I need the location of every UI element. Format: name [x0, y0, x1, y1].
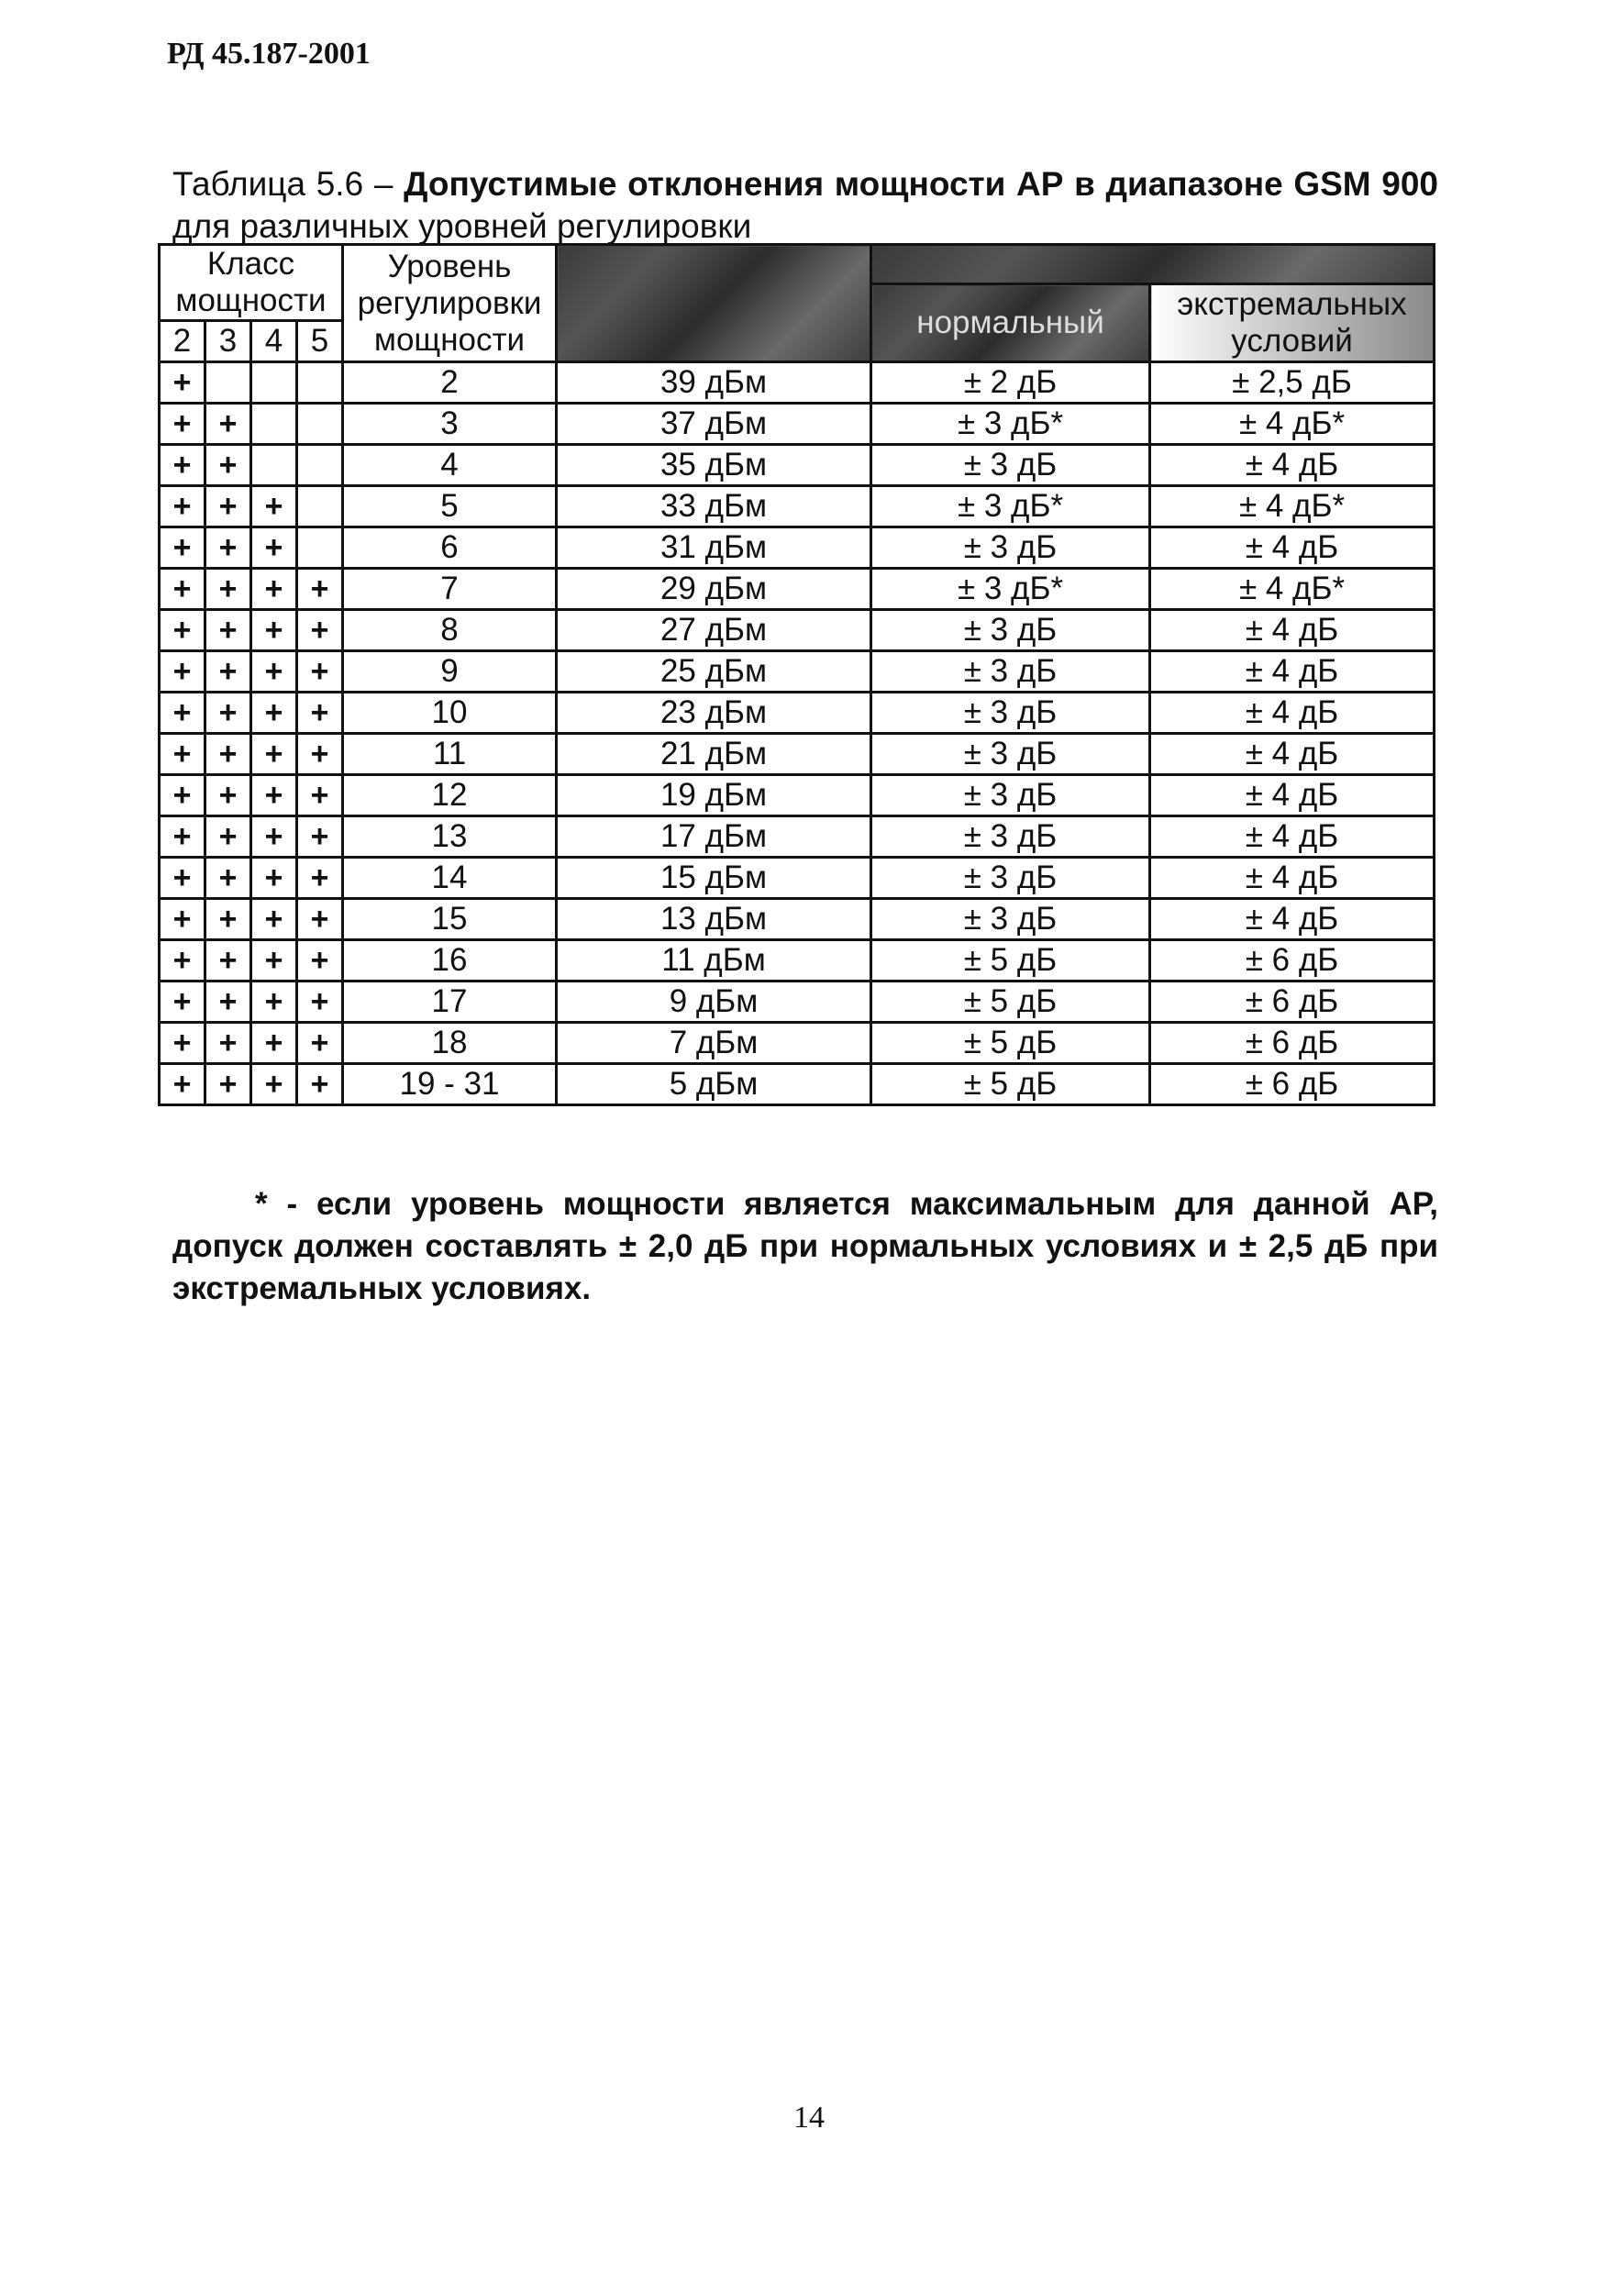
normal-tolerance-cell: ± 3 дБ [871, 445, 1150, 486]
class-3-cell: + [205, 527, 251, 569]
power-cell: 29 дБм [557, 569, 871, 610]
class-5-cell: + [297, 1023, 343, 1064]
extreme-tolerance-cell: ± 6 дБ [1150, 1064, 1435, 1105]
class-3-cell: + [205, 404, 251, 445]
class-3-cell: + [205, 816, 251, 858]
class-3-cell: + [205, 445, 251, 486]
class-5-cell: + [297, 734, 343, 775]
table-row [160, 775, 1435, 816]
class-3-cell: + [205, 940, 251, 982]
class-4-cell: + [251, 610, 297, 651]
extreme-tolerance-cell: ± 6 дБ [1150, 982, 1435, 1023]
extreme-tolerance-cell: ± 4 дБ [1150, 734, 1435, 775]
power-cell: 27 дБм [557, 610, 871, 651]
class-5-cell: + [297, 982, 343, 1023]
class-5-cell: + [297, 1064, 343, 1105]
level-cell: 3 [343, 404, 557, 445]
normal-header-label: нормальный [916, 305, 1104, 340]
class-2-cell: + [160, 734, 205, 775]
level-cell: 2 [343, 362, 557, 404]
class-2-cell: + [160, 486, 205, 527]
normal-tolerance-cell: ± 2 дБ [871, 362, 1150, 404]
class-4-cell: + [251, 775, 297, 816]
normal-tolerance-cell: ± 5 дБ [871, 1023, 1150, 1064]
class-2-cell: + [160, 1064, 205, 1105]
level-cell: 5 [343, 486, 557, 527]
level-cell: 9 [343, 651, 557, 693]
table-caption [172, 163, 1438, 248]
power-cell: 23 дБм [557, 693, 871, 734]
level-cell: 19 - 31 [343, 1064, 557, 1105]
extreme-header [1150, 284, 1435, 362]
class-5-cell [297, 445, 343, 486]
level-cell: 4 [343, 445, 557, 486]
power-cell: 19 дБм [557, 775, 871, 816]
class-4-cell [251, 362, 297, 404]
class-5-cell: + [297, 940, 343, 982]
class-4-cell: + [251, 982, 297, 1023]
extreme-tolerance-cell: ± 4 дБ [1150, 816, 1435, 858]
class-5-cell [297, 404, 343, 445]
class-3-cell: + [205, 569, 251, 610]
class-3-cell: + [205, 651, 251, 693]
normal-tolerance-cell: ± 3 дБ* [871, 569, 1150, 610]
class-2-cell: + [160, 693, 205, 734]
class-5-cell: + [297, 693, 343, 734]
table-row [160, 610, 1435, 651]
normal-tolerance-cell: ± 3 дБ [871, 693, 1150, 734]
table-row [160, 734, 1435, 775]
class-2-cell: + [160, 610, 205, 651]
normal-tolerance-cell: ± 5 дБ [871, 982, 1150, 1023]
class-2-cell: + [160, 982, 205, 1023]
control-level-header: Уровень регулировки мощности [343, 245, 557, 362]
class-3-cell: + [205, 734, 251, 775]
class-2-cell: + [160, 940, 205, 982]
power-cell: 17 дБм [557, 816, 871, 858]
extreme-tolerance-cell: ± 4 дБ* [1150, 404, 1435, 445]
power-cell: 7 дБм [557, 1023, 871, 1064]
class-5-cell: + [297, 899, 343, 940]
class-2-cell: + [160, 1023, 205, 1064]
extreme-tolerance-cell: ± 4 дБ [1150, 527, 1435, 569]
class-4-cell: + [251, 486, 297, 527]
class-2-cell: + [160, 775, 205, 816]
table-row [160, 693, 1435, 734]
class-5-header: 5 [297, 321, 343, 362]
header-row-1 [160, 245, 1435, 284]
power-cell: 21 дБм [557, 734, 871, 775]
table-row [160, 1064, 1435, 1105]
class-3-header: 3 [205, 321, 251, 362]
class-4-cell: + [251, 651, 297, 693]
normal-tolerance-cell: ± 3 дБ [871, 651, 1150, 693]
class-4-cell [251, 404, 297, 445]
class-3-cell: + [205, 858, 251, 899]
table-row [160, 569, 1435, 610]
power-class-header: Класс мощности [160, 245, 343, 321]
table-row [160, 651, 1435, 693]
power-cell: 33 дБм [557, 486, 871, 527]
level-cell: 15 [343, 899, 557, 940]
extreme-tolerance-cell: ± 4 дБ* [1150, 569, 1435, 610]
class-5-cell: + [297, 816, 343, 858]
class-5-cell: + [297, 610, 343, 651]
class-2-header: 2 [160, 321, 205, 362]
normal-tolerance-cell: ± 3 дБ [871, 527, 1150, 569]
class-5-cell: + [297, 651, 343, 693]
extreme-tolerance-cell: ± 4 дБ [1150, 651, 1435, 693]
extreme-tolerance-cell: ± 2,5 дБ [1150, 362, 1435, 404]
class-3-cell: + [205, 693, 251, 734]
class-3-cell [205, 362, 251, 404]
class-3-cell: + [205, 610, 251, 651]
class-2-cell: + [160, 569, 205, 610]
table-row [160, 404, 1435, 445]
document-code: РД 45.187-2001 [167, 37, 371, 71]
power-cell: 13 дБм [557, 899, 871, 940]
table-row [160, 527, 1435, 569]
power-cell: 39 дБм [557, 362, 871, 404]
normal-tolerance-cell: ± 3 дБ [871, 858, 1150, 899]
class-2-cell: + [160, 362, 205, 404]
level-cell: 11 [343, 734, 557, 775]
normal-tolerance-cell: ± 5 дБ [871, 1064, 1150, 1105]
level-cell: 17 [343, 982, 557, 1023]
normal-tolerance-cell: ± 3 дБ [871, 610, 1150, 651]
class-4-cell: + [251, 858, 297, 899]
table-row [160, 816, 1435, 858]
extreme-tolerance-cell: ± 4 дБ [1150, 858, 1435, 899]
footnote: * - если уровень мощности является максимальным для данной АР, допуск должен составлять ± 2,0 дБ при нормальных условиях и ± 2,5 дБ при экстремальных условиях. [172, 1186, 1438, 1306]
tolerance-header-obscured [871, 245, 1435, 284]
extreme-tolerance-cell: ± 4 дБ* [1150, 486, 1435, 527]
class-2-cell: + [160, 651, 205, 693]
power-cell: 35 дБм [557, 445, 871, 486]
normal-tolerance-cell: ± 3 дБ [871, 816, 1150, 858]
table-row [160, 940, 1435, 982]
extreme-tolerance-cell: ± 4 дБ [1150, 445, 1435, 486]
class-4-cell: + [251, 693, 297, 734]
page-number: 14 [793, 2101, 825, 2135]
level-cell: 14 [343, 858, 557, 899]
class-5-cell [297, 486, 343, 527]
table-row [160, 982, 1435, 1023]
class-2-cell: + [160, 858, 205, 899]
table-row [160, 858, 1435, 899]
extreme-tolerance-cell: ± 4 дБ [1150, 775, 1435, 816]
class-5-cell [297, 362, 343, 404]
class-5-cell: + [297, 569, 343, 610]
class-2-cell: + [160, 445, 205, 486]
normal-tolerance-cell: ± 3 дБ* [871, 404, 1150, 445]
normal-tolerance-cell: ± 5 дБ [871, 940, 1150, 982]
class-3-cell: + [205, 486, 251, 527]
class-3-cell: + [205, 982, 251, 1023]
normal-tolerance-cell: ± 3 дБ* [871, 486, 1150, 527]
class-3-cell: + [205, 1064, 251, 1105]
power-table [158, 243, 1435, 1106]
class-4-cell: + [251, 527, 297, 569]
table-row [160, 1023, 1435, 1064]
normal-header [871, 284, 1150, 362]
normal-tolerance-cell: ± 3 дБ [871, 899, 1150, 940]
table-row [160, 362, 1435, 404]
power-cell: 31 дБм [557, 527, 871, 569]
power-level-header-obscured [557, 245, 871, 362]
class-4-cell: + [251, 816, 297, 858]
extreme-tolerance-cell: ± 4 дБ [1150, 899, 1435, 940]
extreme-tolerance-cell: ± 6 дБ [1150, 940, 1435, 982]
table-row [160, 899, 1435, 940]
caption-prefix: Таблица 5.6 – [172, 165, 404, 203]
class-5-cell: + [297, 775, 343, 816]
class-5-cell [297, 527, 343, 569]
normal-tolerance-cell: ± 3 дБ [871, 734, 1150, 775]
extreme-tolerance-cell: ± 6 дБ [1150, 1023, 1435, 1064]
class-3-cell: + [205, 775, 251, 816]
caption-suffix: для различных уровней регулировки [172, 207, 752, 245]
table-row [160, 445, 1435, 486]
class-4-cell [251, 445, 297, 486]
level-cell: 7 [343, 569, 557, 610]
class-2-cell: + [160, 899, 205, 940]
class-4-cell: + [251, 1023, 297, 1064]
class-2-cell: + [160, 816, 205, 858]
power-cell: 5 дБм [557, 1064, 871, 1105]
caption-bold: Допустимые отклонения мощности АР в диапазоне GSM 900 [404, 165, 1438, 203]
level-cell: 12 [343, 775, 557, 816]
power-cell: 11 дБм [557, 940, 871, 982]
extreme-tolerance-cell: ± 4 дБ [1150, 610, 1435, 651]
class-3-cell: + [205, 899, 251, 940]
class-4-cell: + [251, 569, 297, 610]
table-row [160, 486, 1435, 527]
class-5-cell: + [297, 858, 343, 899]
class-2-cell: + [160, 404, 205, 445]
extreme-header-label: экстремальных условий [1177, 286, 1407, 359]
power-cell: 15 дБм [557, 858, 871, 899]
level-cell: 18 [343, 1023, 557, 1064]
level-cell: 10 [343, 693, 557, 734]
class-2-cell: + [160, 527, 205, 569]
class-4-cell: + [251, 1064, 297, 1105]
power-cell: 25 дБм [557, 651, 871, 693]
power-cell: 9 дБм [557, 982, 871, 1023]
normal-tolerance-cell: ± 3 дБ [871, 775, 1150, 816]
level-cell: 16 [343, 940, 557, 982]
class-4-header: 4 [251, 321, 297, 362]
extreme-tolerance-cell: ± 4 дБ [1150, 693, 1435, 734]
class-4-cell: + [251, 899, 297, 940]
level-cell: 8 [343, 610, 557, 651]
class-4-cell: + [251, 734, 297, 775]
level-cell: 13 [343, 816, 557, 858]
level-cell: 6 [343, 527, 557, 569]
class-4-cell: + [251, 940, 297, 982]
power-cell: 37 дБм [557, 404, 871, 445]
class-3-cell: + [205, 1023, 251, 1064]
